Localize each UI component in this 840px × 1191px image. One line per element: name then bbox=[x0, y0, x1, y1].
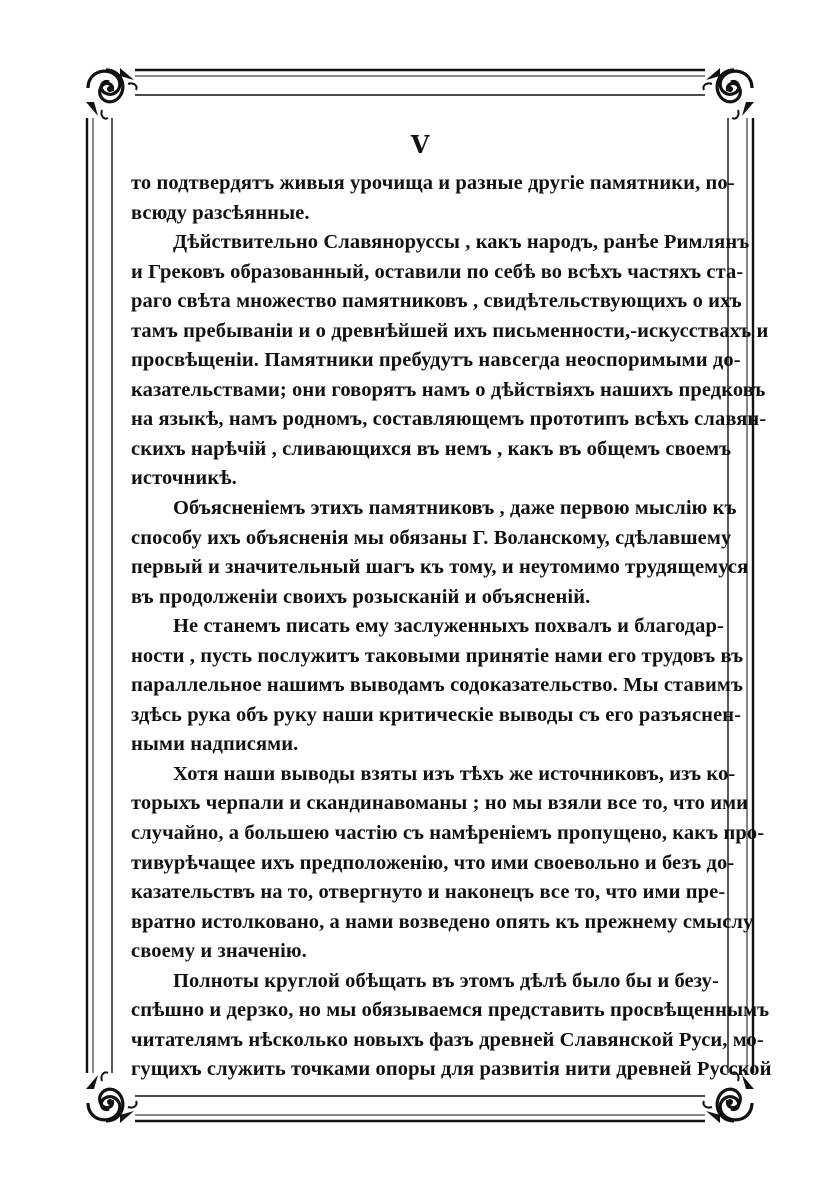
text-line: вратно истолковано, а нами возведено опять къ прежнему смыслу bbox=[131, 910, 754, 933]
text-line: способу ихъ объясненія мы обязаны Г. Воланскому, сдѣлавшему bbox=[131, 526, 732, 549]
text-line: источникѣ. bbox=[131, 467, 237, 490]
text-line: торыхъ черпали и скандинавоманы ; но мы взяли все то, что ими bbox=[131, 792, 749, 815]
text-line: Хотя наши выводы взяты изъ тѣхъ же источниковъ, изъ ко- bbox=[173, 762, 736, 785]
text-line: параллельное нашимъ выводамъ содоказательство. Мы ставимъ bbox=[131, 674, 744, 697]
text-line: Не станемъ писать ему заслуженныхъ похвалъ и благодар- bbox=[173, 615, 724, 638]
text-line: Полноты круглой обѣщать въ этомъ дѣлѣ было бы и безу- bbox=[173, 969, 719, 992]
text-line: спѣшно и дерзко, но мы обязываемся представить просвѣщеннымъ bbox=[131, 999, 770, 1022]
text-line: просвѣщеніи. Памятники пребудутъ навсегда неоспоримыми до- bbox=[131, 349, 741, 372]
text-line: первый и значительный шагъ къ тому, и неутомимо трудящемуся bbox=[131, 556, 749, 579]
text-line: то подтвердятъ живыя урочища и разные другіе памятники, по- bbox=[131, 172, 735, 194]
text-line: всюду разсѣянные. bbox=[131, 201, 310, 224]
text-line: ными надписями. bbox=[131, 733, 299, 756]
corner-ornament-bottom-left bbox=[86, 1072, 137, 1123]
corner-ornament-top-right bbox=[703, 68, 754, 119]
text-line: и Грековъ образованный, оставили по себѣ во всѣхъ частяхъ ста- bbox=[131, 260, 744, 283]
text-line: здѣсь рука объ руку наши критическіе выводы съ его разъяснен- bbox=[131, 703, 742, 726]
text-line: ности , пусть послужитъ таковыми принятіе нами его трудовъ въ bbox=[131, 644, 744, 667]
page-number: V bbox=[410, 130, 430, 159]
text-line: раго свѣта множество памятниковъ , свидѣтельствующихъ о ихъ bbox=[131, 290, 742, 313]
corner-ornament-bottom-right bbox=[703, 1072, 754, 1123]
text-line: Дѣйствительно Славянорусcы , какъ народъ, ранѣе Римлянъ bbox=[173, 231, 750, 254]
text-line: казательствъ на то, отвергнуто и наконецъ все то, что ими пре- bbox=[131, 881, 726, 904]
text-line: тивурѣчащее ихъ предположенію, что ими своевольно и безъ до- bbox=[131, 851, 735, 874]
text-line: своему и значенію. bbox=[131, 940, 307, 963]
text-line: въ продолженіи своихъ розысканій и объясненій. bbox=[131, 585, 591, 608]
text-line: на языкѣ, намъ родномъ, составляющемъ прототипъ всѣхъ славян- bbox=[131, 408, 767, 431]
text-line: тамъ пребываніи и о древнѣйшей ихъ письменности,-искусствахъ и bbox=[131, 319, 769, 342]
text-line: гущихъ служить точками опоры для развитія нити древней Русской bbox=[131, 1058, 772, 1081]
corner-ornament-top-left bbox=[86, 68, 137, 119]
text-line: казательствами; они говорятъ намъ о дѣйствіяхъ нашихъ предковъ bbox=[131, 378, 766, 401]
text-line: читателямъ нѣсколько новыхъ фазъ древней Славянской Руси, мо- bbox=[131, 1028, 764, 1051]
text-line: случайно, а большею частію съ намѣреніемъ пропущено, какъ про- bbox=[131, 822, 765, 845]
body-text bbox=[131, 169, 772, 1081]
text-line: скихъ нарѣчій , сливающихся въ немъ , какъ въ общемъ своемъ bbox=[131, 437, 732, 460]
text-line: Объясненіемъ этихъ памятниковъ , даже первою мыслію къ bbox=[173, 497, 737, 520]
